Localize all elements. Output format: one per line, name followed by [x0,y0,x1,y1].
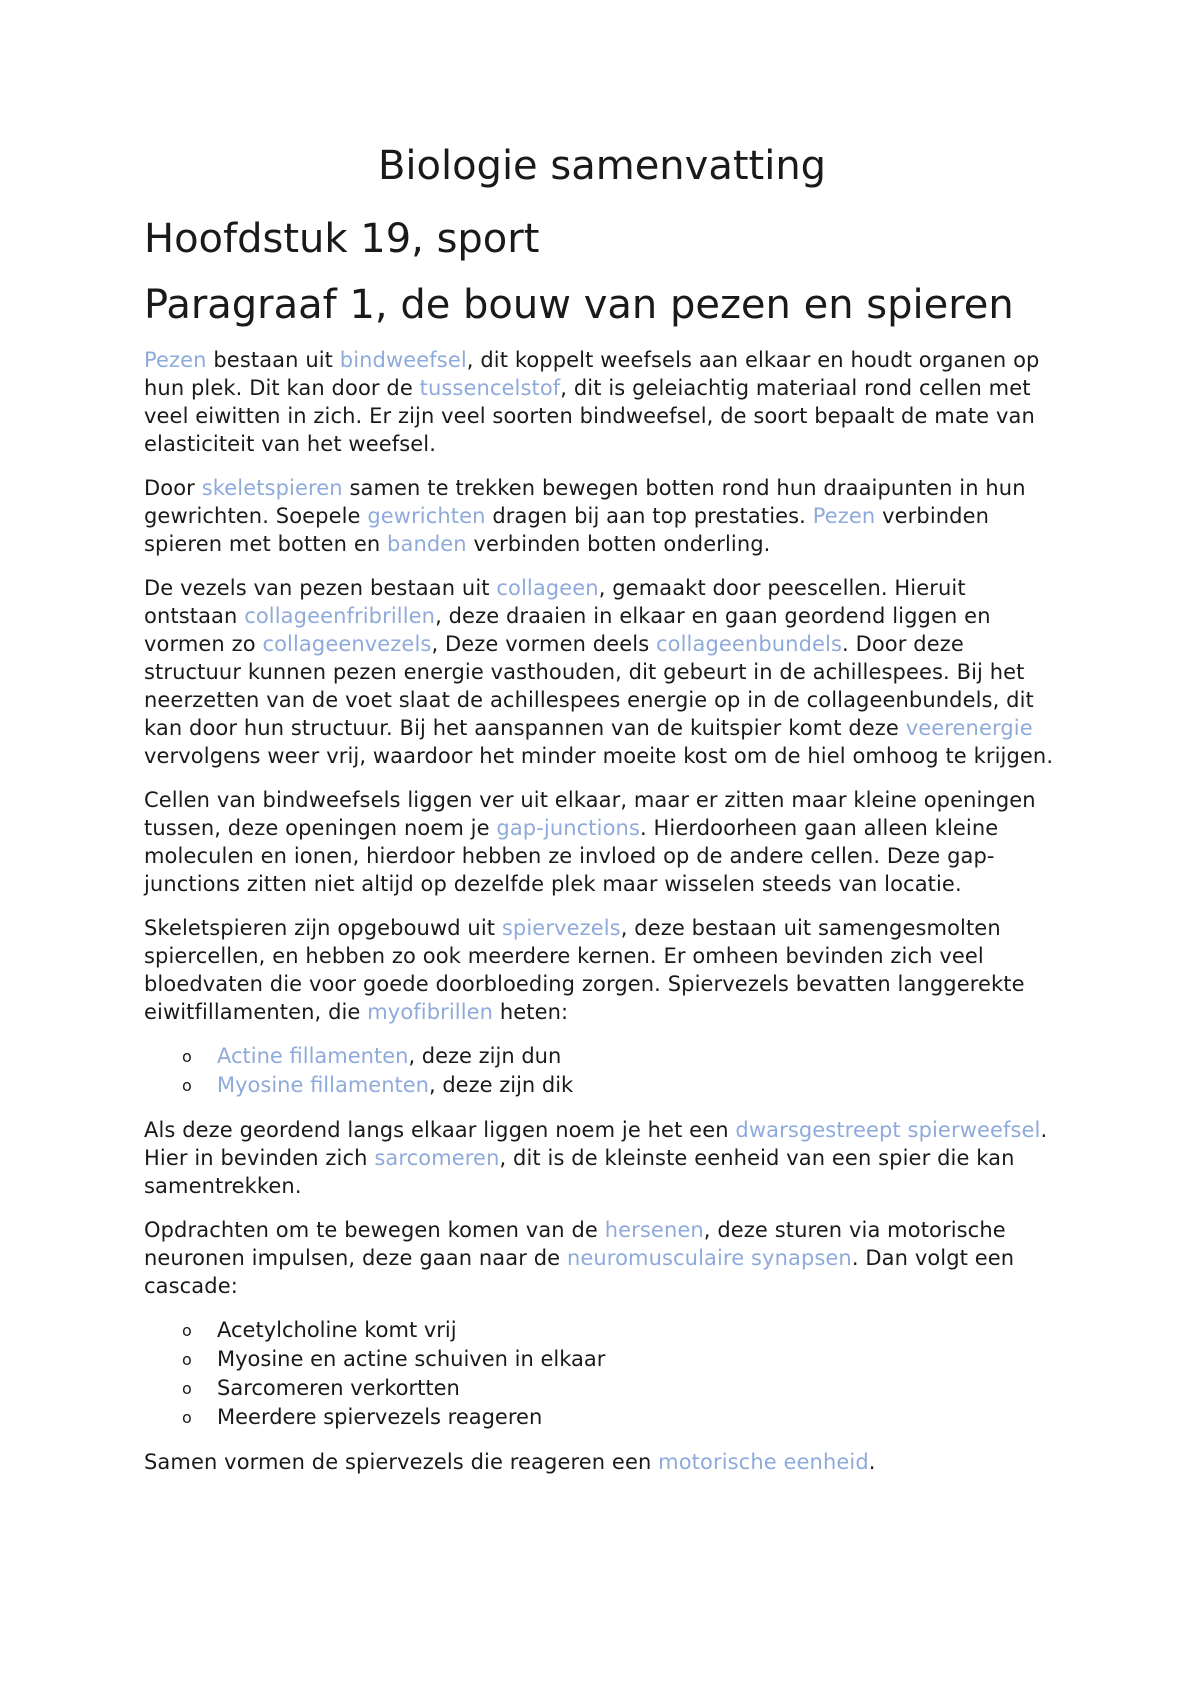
text-run: , deze draaien in elkaar en gaan geordend liggen en vormen zo [144,604,991,656]
term-highlight: neuromusculaire synapsen [566,1246,852,1270]
text-run: , deze zijn dik [429,1073,574,1097]
text-run: , deze bestaan uit samengesmolten spiercellen, en hebben zo ook meerdere kernen. Er omheen bevinden zich veel bloedvaten die voor goede doorbloeding zorgen. Spiervezels bevatten langgerekte eiwitfillamenten, die [144,916,1025,1024]
list-item [144,1042,1060,1071]
text-run: . Hier in bevinden zich [144,1118,1048,1170]
term-highlight: collageenfribrillen [244,604,436,628]
term-highlight: collageenbundels [656,632,843,656]
term-highlight: bindweefsel [339,348,467,372]
paragraph-skeletspieren [144,474,1060,558]
paragraph-dwarsgestreept [144,1116,1060,1200]
term-highlight: collageenvezels [262,632,432,656]
list-item [144,1345,1060,1374]
list-item [144,1403,1060,1432]
term-highlight: veerenergie [905,716,1033,740]
text-run: , Deze vormen deels [431,632,657,656]
text-run: , deze sturen via motorische neuronen impulsen, deze gaan naar de [144,1218,1006,1270]
filament-list [144,1042,1060,1100]
paragraph-pezen [144,346,1060,458]
term-highlight: skeletspieren [201,476,343,500]
text-run: Samen vormen de spiervezels die reageren een [144,1450,659,1474]
term-highlight: sarcomeren [374,1146,500,1170]
term-highlight: Myosine fillamenten [217,1073,429,1097]
text-run: dragen bij aan top prestaties. [485,504,813,528]
term-highlight: Actine fillamenten [217,1044,409,1068]
term-highlight: banden [387,532,467,556]
document-title: Biologie samenvatting [377,143,827,189]
list-item [144,1316,1060,1345]
cascade-list [144,1316,1060,1432]
text-run: . Door deze structuur kunnen pezen energie vasthouden, dit gebeurt in de achillespees. Bij het neerzetten van de voet slaat de achillespees energie op in de collageenbundels, dit kan door hun structuur. Bij het aanspannen van de kuitspier komt deze [144,632,1034,740]
text-run: , deze zijn dun [408,1044,562,1068]
term-highlight: gap-junctions [496,816,640,840]
text-run: , gemaakt door peescellen. Hieruit ontstaan [144,576,966,628]
bullet-marker: o [182,1047,192,1066]
chapter-heading: Hoofdstuk 19, sport [144,216,540,262]
paragraph-spiervezels [144,914,1060,1026]
text-run: Door [144,476,202,500]
section-heading: Paragraaf 1, de bouw van pezen en spieren [144,282,1014,328]
term-highlight: dwarsgestreept spierweefsel [735,1118,1041,1142]
text-run: samen te trekken bewegen botten rond hun draaipunten in hun gewrichten. Soepele [144,476,1026,528]
text-run: Acetylcholine komt vrij [217,1318,457,1342]
term-highlight: myofibrillen [367,1000,494,1024]
list-item [144,1071,1060,1100]
text-run: . Dan volgt een cascade: [144,1246,1015,1298]
term-highlight: tussencelstof [419,376,561,400]
text-run: , dit is geleiachtig materiaal rond cellen met veel eiwitten in zich. Er zijn veel soorten bindweefsel, de soort bepaalt de mate van elasticiteit van het weefsel. [144,376,1035,456]
text-run: Meerdere spiervezels reageren [217,1405,543,1429]
text-run: , dit koppelt weefsels aan elkaar en houdt organen op hun plek. Dit kan door de [144,348,1040,400]
bullet-marker: o [182,1076,192,1095]
paragraph-bindweefsels [144,786,1060,898]
text-run: Cellen van bindweefsels liggen ver uit elkaar, maar er zitten maar kleine openingen tussen, deze openingen noem je [144,788,1036,840]
paragraph-hersenen [144,1216,1060,1300]
text-run: verbinden spieren met botten en [144,504,990,556]
term-highlight: Pezen [144,348,207,372]
text-run: verbinden botten onderling. [466,532,771,556]
paragraph-motorische-eenheid [144,1448,1060,1476]
term-highlight: hersenen [604,1218,704,1242]
bullet-marker: o [182,1379,192,1398]
term-highlight: Pezen [812,504,876,528]
text-run: bestaan uit [206,348,340,372]
text-run: heten: [493,1000,569,1024]
list-item [144,1374,1060,1403]
bullet-marker: o [182,1408,192,1427]
text-run: De vezels van pezen bestaan uit [144,576,497,600]
text-run: . Hierdoorheen gaan alleen kleine moleculen en ionen, hierdoor hebben ze invloed op de andere cellen. Deze gap-junctions zitten niet altijd op dezelfde plek maar wisselen steeds van locatie. [144,816,999,896]
term-highlight: motorische eenheid [658,1450,869,1474]
bullet-marker: o [182,1350,192,1369]
term-highlight: gewrichten [367,504,486,528]
text-run: Opdrachten om te bewegen komen van de [144,1218,605,1242]
term-highlight: spiervezels [501,916,621,940]
bullet-marker: o [182,1321,192,1340]
text-run: Skeletspieren zijn opgebouwd uit [144,916,502,940]
text-run: Sarcomeren verkortten [217,1376,460,1400]
paragraph-collageen [144,574,1060,770]
text-run: Myosine en actine schuiven in elkaar [217,1347,606,1371]
text-run: vervolgens weer vrij, waardoor het minder moeite kost om de hiel omhoog te krijgen. [144,744,1054,768]
text-run: Als deze geordend langs elkaar liggen noem je het een [144,1118,736,1142]
text-run: . [868,1450,876,1474]
text-run: , dit is de kleinste eenheid van een spier die kan samentrekken. [144,1146,1015,1198]
term-highlight: collageen [496,576,599,600]
